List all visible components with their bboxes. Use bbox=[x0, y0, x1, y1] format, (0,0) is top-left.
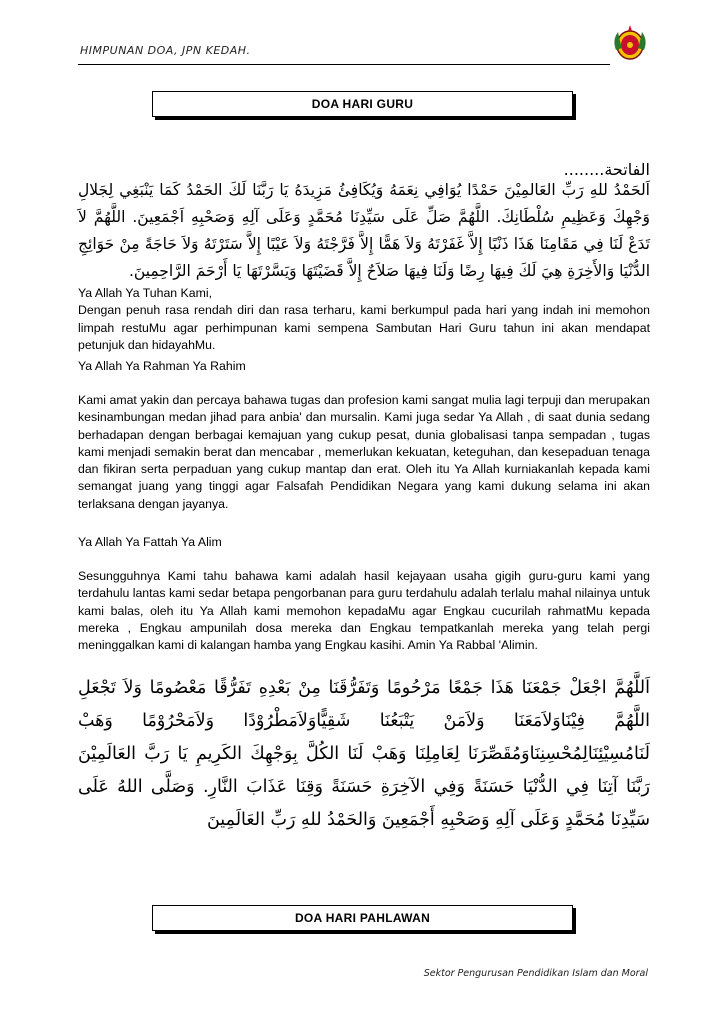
paragraph-opening: Ya Allah Ya Tuhan Kami, Dengan penuh rasa rendah diri dan rasa terharu, kami berkumpul pada hari yang indah ini memohon limpah restuMu agar perhimpunan kami sempena Sambutan Hari Guru tahun ini akan mendapat petunjuk dan hidayahMu. bbox=[78, 286, 650, 352]
paragraph-invocation-fattah: Ya Allah Ya Fattah Ya Alim bbox=[78, 535, 222, 549]
page-header-title: HIMPUNAN DOA, JPN KEDAH. bbox=[80, 44, 251, 57]
fatiha-label: الفاتحة........ bbox=[563, 160, 650, 179]
closing-doa-arabic-text: اَللَّهُمَّ اجْعَلْ جَمْعَنَا هَذَا جَمْعًا مَرْحُومًا وَتَفَرُّقَنَا مِنْ بَعْدِهِ تَفَرُّقًا مَعْصُومًا وَلاَ تَجْعَلِ اللَّهُمَّ فِيْنَاوَلاَمَعَنَا وَلاَمَنْ يَتْبَعُنَا شَقِيًّاوَلاَمَطْرُوْدًا وَلاَمَحْرُوْمًا وَهَبْ لَنَامُسِيْئِنَالِمُحْسِنِنَاوَمُقَصِّرَنَا لِعَامِلِنَا وَهَبْ لَنَا الكُلَّ بِوَجْهِكَ الكَرِيمِ يَا رَبَّ العَالَمِيْنَ رَبَّنَا آتِنَا فِي الدُّنْيَا حَسَنَةً وَفِي الآخِرَةِ حَسَنَةً وَقِنَا عَذَابَ النَّارِ. وَصَلَّى اللهُ عَلَى سَيِّدِنَا مُحَمَّدٍ وَعَلَى آلِهِ وَصَحْبِهِ أَجْمَعِينَ وَالحَمْدُ للهِ رَبِّ العَالَمِينَ bbox=[78, 678, 650, 830]
paragraph-teachers-past: Sesungguhnya Kami tahu bahawa kami adalah hasil kejayaan usaha gigih guru-guru kami yang terdahulu lantas kami sedar betapa pengorbanan para guru terdahulu adalah terlalu mahal nilainya untuk kami balas, oleh itu Ya Allah kami memohon kepadaMu agar Engkau cucurilah rahmatMu kepada mereka , Engkau ampunilah dosa mereka dan Engkau tempatkanlah mereka yang telah pergi meninggalkan kami di kalangan hamba yang Engkau kasihi. Amin Ya Rabbal 'Alimin. bbox=[78, 569, 650, 653]
header-rule bbox=[78, 64, 610, 65]
paragraph-invocation-rahman: Ya Allah Ya Rahman Ya Rahim bbox=[78, 359, 246, 373]
section-title-doa-hari-guru: DOA HARI GURU bbox=[152, 91, 573, 117]
state-crest-logo bbox=[608, 22, 652, 64]
fatiha-arabic-text: اَلحَمْدُ للهِ رَبِّ العَالمِيْنَ حَمْدًا يُوَافِي نِعَمَهُ وَيُكَافِئُ مَزِيدَهُ يَا رَبَّنَا لَكَ الحَمْدُ كَمَا يَنْبَغِي لِجَلالِ وَجْهِكَ وَعَظِيمِ سُلْطَانِكَ. اللَّهُمَّ صَلِّ عَلَى سَيِّدِنَا مُحَمَّدٍ وَعَلَى آلِهِ وَصَحْبِهِ اَجْمَعِينَ. اللَّهُمَّ لاَ تَدَعْ لَنَا فِي مَقَامِنَا هَذَا ذَنْبًا إِلاَّ غَفَرْتَهُ وَلاَ هَمًّا إِلاَّ فَرَّجْتَهُ وَلاَ عَيْبًا إِلاَّ سَتَرْتَهُ وَلاَ حَاجَةً مِنْ حَوَائِجِ الدُّنْيَا وَالأَخِرَةِ هِيَ لَكَ فِيهَا رِضًا وَلَنَا فِيهَا صَلاَحٌ إِلاَّ قَضَيْتَهَا وَيَسَّرْتَهَا يَا أَرْحَمَ الرَّاحِمِينَ. bbox=[78, 181, 650, 280]
section-title-doa-hari-pahlawan: DOA HARI PAHLAWAN bbox=[152, 905, 573, 931]
paragraph-profession: Kami amat yakin dan percaya bahawa tugas dan profesion kami sangat mulia lagi terpuji dan merupakan kesinambungan medan jihad para anbia' dan mursalin. Kami juga sedar Ya Allah , di saat dunia sedang berhadapan dengan berbagai kemajuan yang cukup pesat, dunia globalisasi tanpa sempadan , tugas kami menjadi semakin berat dan mencabar , memerlukan kekuatan, keteguhan, dan kesepaduan tenaga dan fikiran serta perpaduan yang cukup mantap dan erat. Oleh itu Ya Allah kurniakanlah kepada kami semangat juang yang tinggi agar Falsafah Pendidikan Negara yang kami dukung selama ini akan terlaksana dengan jayanya. bbox=[78, 393, 650, 511]
footer-text: Sektor Pengurusan Pendidikan Islam dan Moral bbox=[423, 968, 648, 979]
